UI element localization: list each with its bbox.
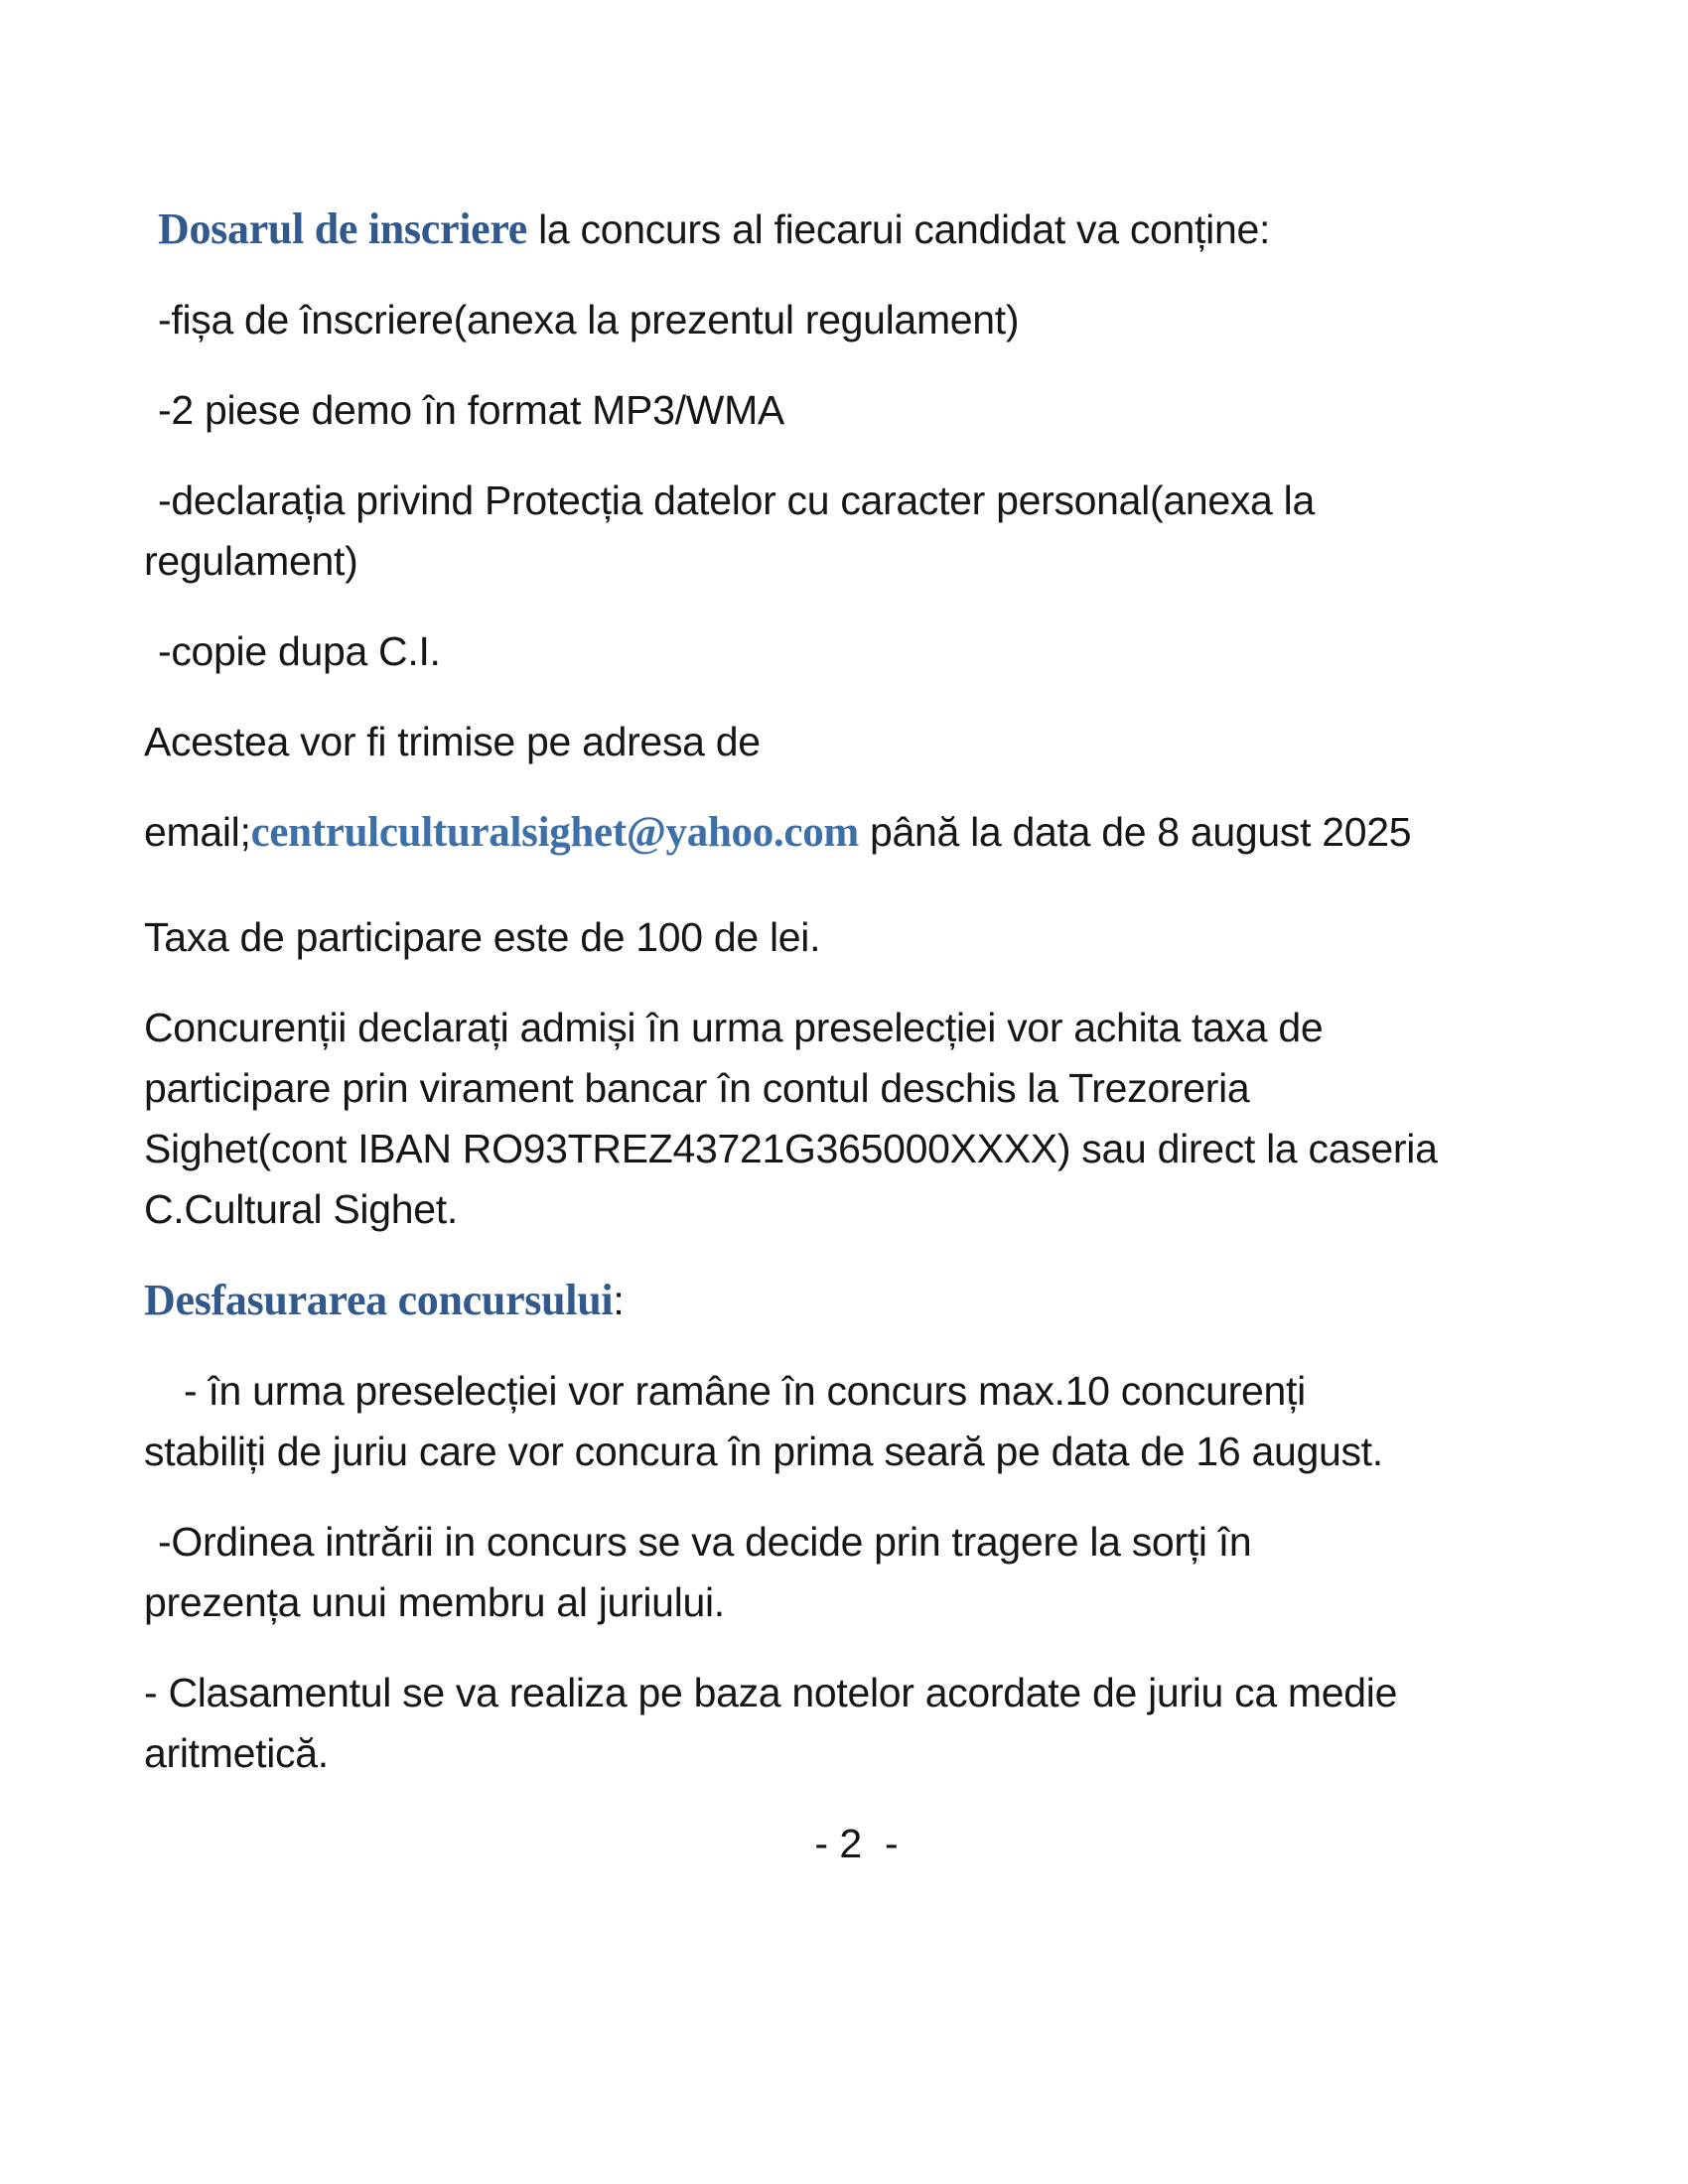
text-line (144, 290, 1569, 350)
para-ordinea (144, 1512, 1569, 1633)
text-line (144, 1512, 1569, 1572)
text-run: stabiliți de juriu care vor concura în prima seară pe data de 16 august. (144, 1429, 1383, 1474)
para-email (144, 802, 1569, 863)
section-heading: Dosarul de inscriere (158, 205, 528, 253)
text-line (144, 531, 1569, 592)
text-run: regulament) (144, 538, 358, 584)
section-heading: Desfasurarea concursului (144, 1276, 614, 1324)
para-taxa (144, 907, 1569, 968)
para-acestea (144, 712, 1569, 772)
text-run: Acestea vor fi trimise pe adresa de (144, 719, 761, 764)
para-dosar-heading (144, 199, 1569, 260)
text-line (144, 621, 1569, 682)
text-run: -fișa de înscriere(anexa la prezentul regulament) (158, 297, 1020, 342)
text-line (144, 1572, 1569, 1633)
para-concurentii (144, 998, 1569, 1240)
text-line (144, 199, 1569, 260)
text-line (144, 802, 1569, 863)
text-run: prezența unui membru al juriului. (144, 1579, 725, 1625)
para-list-declaratia (144, 471, 1569, 592)
text-line (144, 1179, 1569, 1240)
text-run: : (613, 1278, 625, 1323)
text-line (144, 380, 1569, 441)
text-line (144, 1361, 1569, 1422)
para-desfasurarea-heading (144, 1270, 1569, 1331)
text-line (144, 712, 1569, 772)
text-run: -Ordinea intrării in concurs se va decide prin tragere la sorți în (158, 1519, 1252, 1565)
para-list-copie (144, 621, 1569, 682)
text-run: -declarația privind Protecția datelor cu caracter personal(anexa la (158, 478, 1315, 523)
text-run: email; (144, 809, 251, 855)
text-run: la concurs al fiecarui candidat va conține: (527, 206, 1271, 252)
text-line (144, 1422, 1569, 1482)
text-run: aritmetică. (144, 1730, 329, 1776)
para-preselectie (144, 1361, 1569, 1482)
paragraph-container (144, 199, 1569, 1784)
text-line (144, 1723, 1569, 1784)
text-run: - Clasamentul se va realiza pe baza notelor acordate de juriu ca medie (144, 1670, 1398, 1715)
text-run: Taxa de participare este de 100 de lei. (144, 914, 821, 960)
text-line (144, 471, 1569, 531)
text-line (144, 1058, 1569, 1119)
text-run: Sighet(cont IBAN RO93TREZ43721G365000XXXX) sau direct la caseria (144, 1126, 1438, 1171)
text-line (144, 1270, 1569, 1331)
para-clasamentul (144, 1663, 1569, 1784)
text-line (144, 998, 1569, 1058)
text-run: -copie dupa C.I. (158, 628, 441, 674)
text-line (144, 1663, 1569, 1723)
text-run: participare prin virament bancar în contul deschis la Trezoreria (144, 1065, 1250, 1111)
para-list-fisa (144, 290, 1569, 350)
text-line (144, 1119, 1569, 1179)
para-list-piese (144, 380, 1569, 441)
text-run: C.Cultural Sighet. (144, 1186, 458, 1232)
text-run: Concurenții declarați admiși în urma preselecției vor achita taxa de (144, 1005, 1324, 1050)
text-run: - în urma preselecției vor ramâne în concurs max.10 concurenți (184, 1368, 1306, 1414)
text-run: -2 piese demo în format MP3/WMA (158, 387, 784, 433)
text-run: până la data de 8 august 2025 (858, 809, 1412, 855)
page-number: - 2 - (814, 1821, 899, 1866)
email-address: centrulculturalsighet@yahoo.com (250, 809, 859, 856)
text-line (144, 907, 1569, 968)
